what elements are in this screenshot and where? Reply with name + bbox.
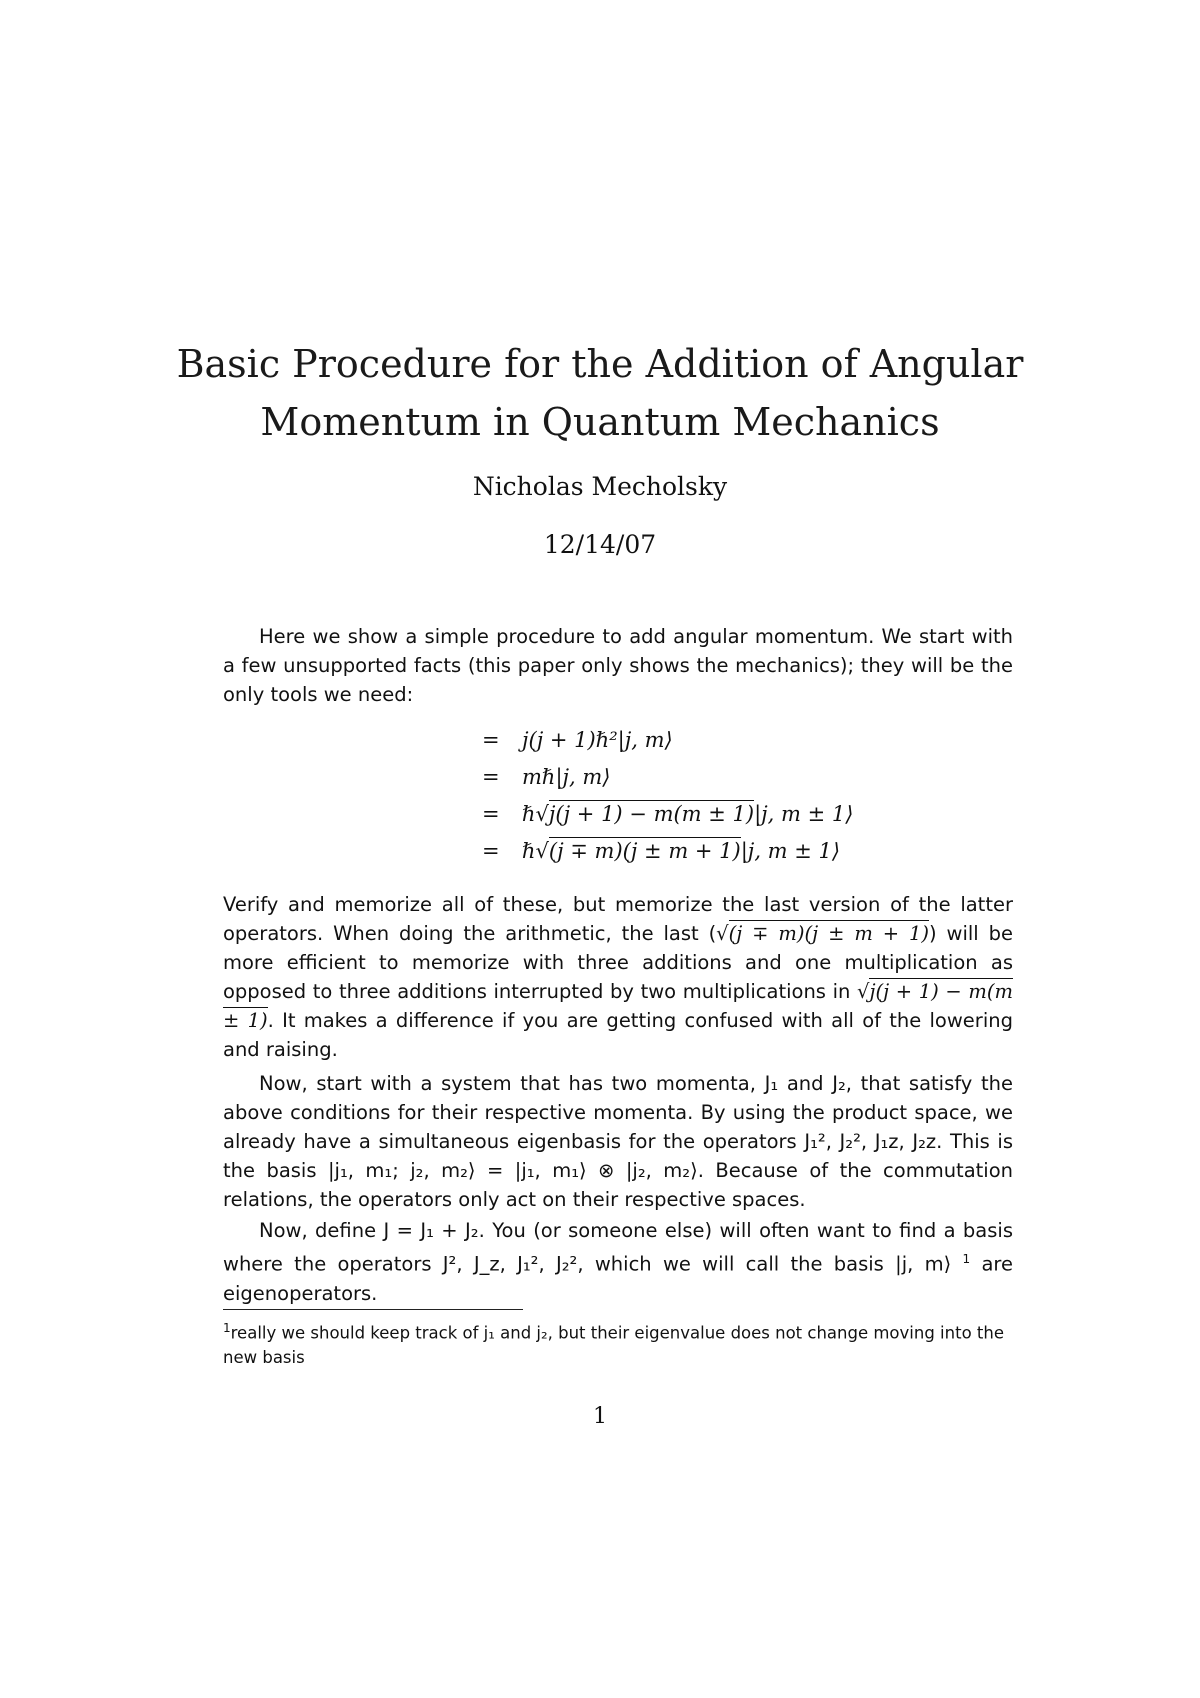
paragraph-text: are eigenoperators. xyxy=(223,1252,1013,1305)
equation-rel: = xyxy=(482,765,500,789)
sqrt-symbol: √ xyxy=(716,922,729,945)
equation-rhs xyxy=(522,839,840,863)
equation-rel: = xyxy=(482,839,500,863)
equation-rhs xyxy=(522,802,853,826)
paragraph-text: Now, define J = J₁ + J₂. You (or someone else) will often want to find a basis where the operators J², J_z, J₁², J₂², which we will call the basis |j, m⟩ xyxy=(223,1219,1013,1276)
paragraph-text: Verify and memorize all of these, but memorize the last version of the latter operators. When doing the arithmetic, the last ( xyxy=(223,893,1013,945)
footnote-rule xyxy=(223,1309,523,1310)
equation-rhs-prefix: ℏ√ xyxy=(522,802,549,826)
footnote xyxy=(223,1316,1013,1370)
author-name: Nicholas Mecholsky xyxy=(472,472,728,501)
equation-rhs-suffix: |j, m ± 1⟩ xyxy=(754,802,854,826)
equation-rhs-prefix: ℏ√ xyxy=(522,839,549,863)
define-paragraph xyxy=(223,1216,1013,1308)
radical-content: j(j + 1) − m(m ± 1) xyxy=(548,802,755,826)
page-number: 1 xyxy=(593,1404,607,1429)
equation-rel: = xyxy=(482,728,500,752)
footnote-number: 1 xyxy=(223,1321,231,1335)
radical-content: j(j + 1) − m(m ± 1) xyxy=(223,980,1013,1032)
equation-rel: = xyxy=(482,802,500,826)
title-line-1: Basic Procedure for the Addition of Angular xyxy=(176,342,1024,386)
equation-rhs: j(j + 1)ℏ²|j, m⟩ xyxy=(522,728,673,752)
radical-content: (j ∓ m)(j ± m + 1) xyxy=(728,922,929,945)
title-line-2: Momentum in Quantum Mechanics xyxy=(260,400,940,444)
footnote-marker: 1 xyxy=(962,1252,971,1266)
product-space-paragraph: Now, start with a system that has two momenta, J₁ and J₂, that satisfy the above conditions for their respective momenta. By using the product space, we already have a simultaneous eigenbasis for the operators J₁², J₂², J₁z, J₂z. This is the basis |j₁, m₁; j₂, m₂⟩ = |j₁, m₁⟩ ⊗ |j₂, m₂⟩. Because of the commutation relations, the operators only act on their respective spaces. xyxy=(223,1072,1013,1211)
verify-paragraph xyxy=(223,890,1013,1064)
date: 12/14/07 xyxy=(543,530,657,559)
footnote-text: really we should keep track of j₁ and j₂, but their eigenvalue does not change moving into the new basis xyxy=(223,1323,1004,1367)
intro-paragraph: Here we show a simple procedure to add angular momentum. We start with a few unsupported facts (this paper only shows the mechanics); they will be the only tools we need: xyxy=(223,625,1013,706)
paper-title xyxy=(0,335,1200,451)
paragraph-text: . It makes a difference if you are getting confused with all of the lowering and raising. xyxy=(223,1009,1013,1061)
paragraph-text: ) will be more efficient to memorize with three additions and one multiplication as opposed to three additions interrupted by two multiplications in xyxy=(223,922,1013,1003)
equation-rhs-suffix: |j, m ± 1⟩ xyxy=(740,839,841,863)
radical-content: (j ∓ m)(j ± m + 1) xyxy=(548,839,741,863)
sqrt-symbol: √ xyxy=(857,980,870,1003)
equation-rhs: mℏ|j, m⟩ xyxy=(522,765,611,789)
